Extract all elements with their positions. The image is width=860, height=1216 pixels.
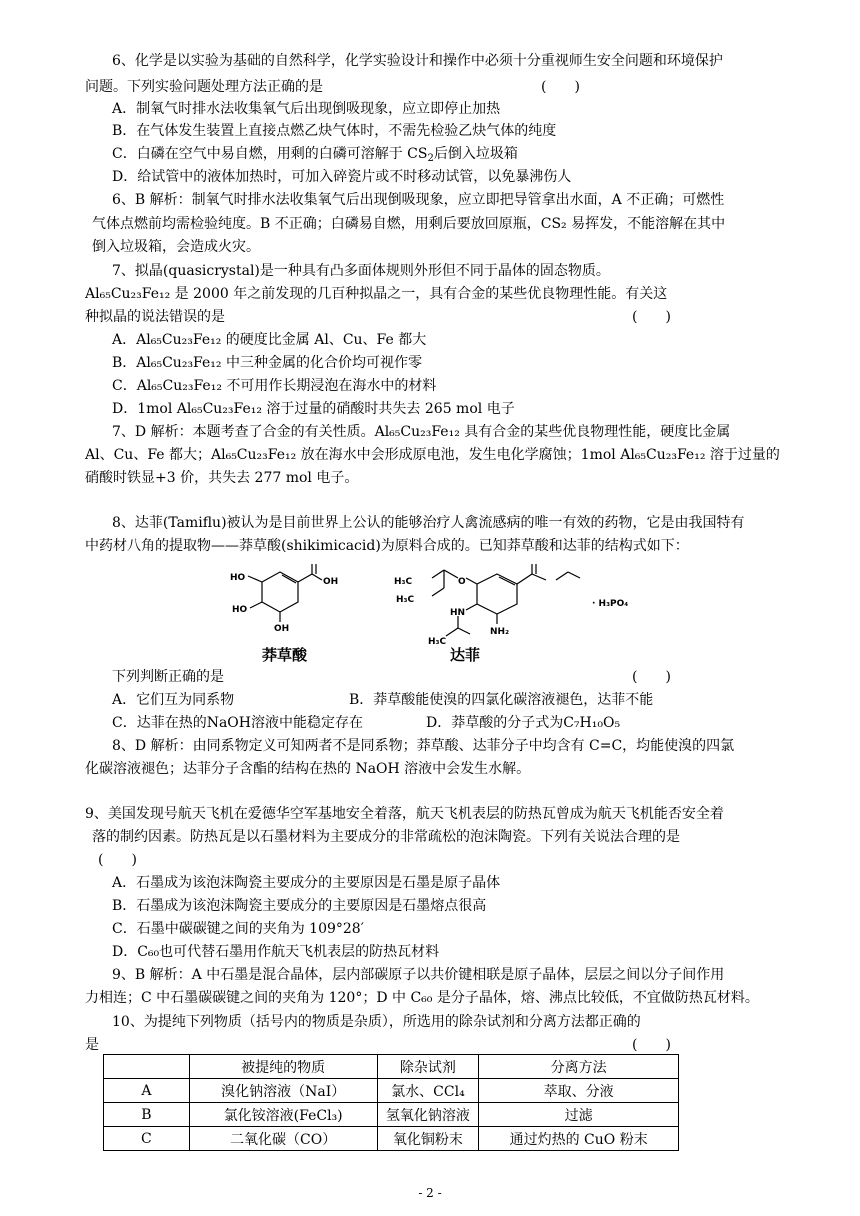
table-cell: 萃取、分液 [479,1079,679,1103]
q7-option-d: D．1mol Al₆₅Cu₂₃Fe₁₂ 溶于过量的硝酸时共失去 265 mol 电子 [112,401,515,417]
shikimic-ho-label-2: HO [232,605,248,615]
table-cell: 氢氧化钠溶液 [377,1103,479,1127]
q6-answer-paren: ( ) [541,79,580,95]
q9-stem-line2: 落的制约因素。防热瓦是以石墨材料为主要成分的非常疏松的泡沫陶瓷。下列有关说法合理的是 [92,829,680,845]
table-header-cell: 被提纯的物质 [189,1055,377,1079]
tamiflu-h3po4-label: · H₃PO₄ [592,599,629,609]
q10-answer-paren: ( ) [632,1037,671,1053]
q6-answer-line3: 倒入垃圾箱，会造成火灾。 [92,239,260,255]
q8-option-d: D．莽草酸的分子式为C₇H₁₀O₅ [426,715,621,731]
shikimic-acid-structure [248,564,322,622]
q7-answer-line2: Al、Cu、Fe 都大；Al₆₅Cu₂₃Fe₁₂ 放在海水中会形成原电池，发生电化学腐蚀；1mol Al₆₅Cu₂₃Fe₁₂ 溶于过量的 [85,447,780,463]
q6-option-c: C．白磷在空气中易自燃，用剩的白磷可溶解于 $CS_2$后倒入垃圾箱 [112,146,518,164]
q7-option-c: C．Al₆₅Cu₂₃Fe₁₂ 不可用作长期浸泡在海水中的材料 [112,378,437,394]
q6-stem-line2: 问题。下列实验问题处理方法正确的是 [85,79,323,95]
q7-answer-line1: 7、D 解析：本题考查了合金的有关性质。Al₆₅Cu₂₃Fe₁₂ 具有合金的某些优良物理性能，硬度比金属 [112,424,731,440]
tamiflu-o-label: O [458,577,466,587]
q8-answer-line2: 化碳溶液褪色；达菲分子含酯的结构在热的 NaOH 溶液中会发生水解。 [85,761,531,777]
q8-answer-paren: ( ) [632,669,671,685]
shikimic-oh-label-2: OH [274,624,290,634]
table-cell: 过滤 [479,1103,679,1127]
q9-option-b: B．石墨成为该泡沫陶瓷主要成分的主要原因是石墨熔点很高 [112,898,487,914]
q8-answer-line1: 8、D 解析：由同系物定义可知两者不是同系物；莽草酸、达菲分子中均含有 C=C，均能使溴的四氯 [112,738,735,754]
shikimic-ho-label-1: HO [230,573,246,583]
tamiflu-h3c-label-2: H₃C [396,595,415,605]
table-row [104,1103,679,1127]
table-header-cell: 分离方法 [479,1055,679,1079]
q9-answer-paren: ( ) [98,852,137,868]
q9-stem-line1: 9、美国发现号航天飞机在爱德华空军基地安全着落，航天飞机表层的防热瓦曾成为航天飞机能否安全着 [85,806,724,822]
table-header-cell: 除杂试剂 [377,1055,479,1079]
shikimic-acid-label: 莽草酸 [262,646,308,664]
table-cell: 溴化钠溶液（NaI） [189,1079,377,1103]
q7-stem-line2: Al₆₅Cu₂₃Fe₁₂ 是 2000 年之前发现的几百种拟晶之一，具有合金的某些优良物理性能。有关这 [85,286,668,302]
tamiflu-nh2-label: NH₂ [490,627,510,637]
q7-stem-line1: 7、拟晶(quasicrystal)是一种具有凸多面体规则外形但不同于晶体的固态物质。 [112,263,610,279]
q6-option-d: D．给试管中的液体加热时，可加入碎瓷片或不时移动试管，以免暴沸伤人 [112,169,572,185]
q7-answer-paren: ( ) [632,309,671,325]
table-cell: C [104,1127,190,1151]
q8-option-b: B．莽草酸能使溴的四氯化碳溶液褪色，达菲不能 [349,692,654,708]
q8-option-a: A．它们互为同系物 [112,692,235,708]
table-cell: 通过灼热的 CuO 粉末 [479,1127,679,1151]
table-cell: 氯水、CCl₄ [377,1079,479,1103]
q7-option-b: B．Al₆₅Cu₂₃Fe₁₂ 中三种金属的化合价均可视作零 [112,355,422,371]
q9-option-d: D．C₆₀也可代替石墨用作航天飞机表层的防热瓦材料 [112,944,440,960]
table-row [104,1127,679,1151]
q8-stem-line2: 中药材八角的提取物——莽草酸(shikimicacid)为原料合成的。已知莽草酸和达菲的结构式如下： [85,538,689,554]
q7-stem-line3: 种拟晶的说法错误的是 [85,309,225,325]
q8-stem-line3: 下列判断正确的是 [112,669,224,685]
q9-option-a: A．石墨成为该泡沫陶瓷主要成分的主要原因是石墨是原子晶体 [112,875,501,891]
structural-formulas-figure [222,562,652,667]
shikimic-oh-label-1: OH [323,577,339,587]
q6-option-b: B．在气体发生装置上直接点燃乙炔气体时，不需先检验乙炔气体的纯度 [112,123,557,139]
table-cell: 氧化铜粉末 [377,1127,479,1151]
table-cell: B [104,1103,190,1127]
q10-stem-line2: 是 [85,1037,99,1053]
q10-stem-line1: 10、为提纯下列物质（括号内的物质是杂质），所选用的除杂试剂和分离方法都正确的 [112,1014,641,1030]
q6-answer-line1: 6、B 解析：制氧气时排水法收集氧气后出现倒吸现象，应立即把导管拿出水面，A 不正确；可燃性 [112,192,725,208]
table-header-row [104,1055,679,1079]
q6-stem-line1: 6、化学是以实验为基础的自然科学，化学实验设计和操作中必须十分重视师生安全问题和环境保护 [112,53,723,69]
q9-option-c: C．石墨中碳碳键之间的夹角为 109°28′ [112,921,364,937]
tamiflu-h3c-label-3: H₃C [428,637,447,647]
tamiflu-label: 达菲 [450,646,481,664]
table-row [104,1079,679,1103]
page-number: - 2 - [418,1186,442,1200]
table-cell: 氯化铵溶液(FeCl₃) [189,1103,377,1127]
purification-table [103,1054,679,1151]
q9-answer-line2: 力相连；C 中石墨碳碳键之间的夹角为 120°；D 中 C₆₀ 是分子晶体，熔、沸点比较低，不宜做防热瓦材料。 [85,990,759,1006]
table-cell: A [104,1079,190,1103]
tamiflu-hn-label: HN [450,608,466,618]
table-cell: 二氧化碳（CO） [189,1127,377,1151]
q9-answer-line1: 9、B 解析：A 中石墨是混合晶体，层内部碳原子以共价键相联是原子晶体，层层之间以分子间作用 [112,967,725,983]
q8-stem-line1: 8、达菲(Tamiflu)被认为是目前世界上公认的能够治疗人禽流感病的唯一有效的药物，它是由我国特有 [112,515,745,531]
q6-answer-line2: 气体点燃前均需检验纯度。B 不正确；白磷易自燃，用剩后要放回原瓶，CS₂ 易挥发，不能溶解在其中 [92,216,726,232]
table-header-cell [104,1055,190,1079]
tamiflu-h3c-label-1: H₃C [394,577,413,587]
q8-option-c: C．达菲在热的NaOH溶液中能稳定存在 [112,715,363,731]
q7-option-a: A．Al₆₅Cu₂₃Fe₁₂ 的硬度比金属 Al、Cu、Fe 都大 [112,332,427,348]
q6-option-a: A．制氧气时排水法收集氧气后出现倒吸现象，应立即停止加热 [112,101,501,117]
tamiflu-structure [432,564,580,636]
q7-answer-line3: 硝酸时铁显+3 价，共失去 277 mol 电子。 [85,470,359,486]
